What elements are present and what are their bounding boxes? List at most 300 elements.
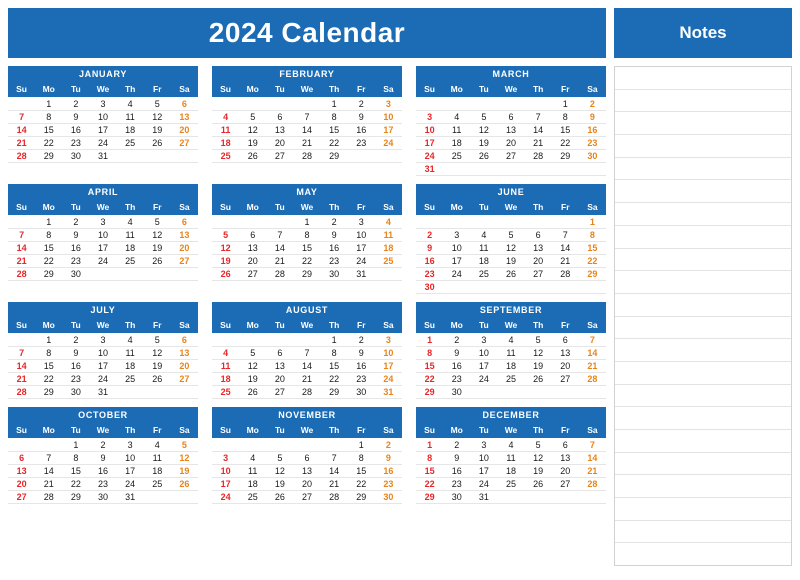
day-cell[interactable]: 7 (579, 334, 606, 347)
day-cell[interactable]: 19 (239, 373, 266, 386)
note-line[interactable] (615, 453, 791, 476)
day-cell[interactable]: 29 (321, 150, 348, 163)
day-cell[interactable]: 11 (212, 124, 239, 137)
day-cell[interactable]: 12 (497, 242, 524, 255)
day-cell[interactable]: 29 (552, 150, 579, 163)
day-cell[interactable]: 4 (144, 439, 171, 452)
day-cell[interactable]: 15 (416, 360, 443, 373)
day-cell[interactable]: 8 (579, 229, 606, 242)
day-cell[interactable]: 10 (89, 347, 116, 360)
note-line[interactable] (615, 294, 791, 317)
day-cell[interactable]: 16 (62, 242, 89, 255)
day-cell[interactable]: 21 (266, 255, 293, 268)
day-cell[interactable]: 25 (375, 255, 402, 268)
day-cell[interactable]: 23 (62, 255, 89, 268)
day-cell[interactable]: 2 (375, 439, 402, 452)
day-cell[interactable]: 1 (35, 216, 62, 229)
day-cell[interactable]: 19 (171, 465, 198, 478)
day-cell[interactable]: 7 (266, 229, 293, 242)
day-cell[interactable]: 10 (212, 465, 239, 478)
day-cell[interactable]: 7 (321, 452, 348, 465)
day-cell[interactable]: 30 (321, 268, 348, 281)
day-cell[interactable]: 28 (579, 373, 606, 386)
day-cell[interactable]: 13 (171, 229, 198, 242)
day-cell[interactable]: 9 (443, 452, 470, 465)
day-cell[interactable]: 25 (117, 137, 144, 150)
day-cell[interactable]: 6 (171, 98, 198, 111)
day-cell[interactable]: 22 (35, 137, 62, 150)
day-cell[interactable]: 14 (579, 452, 606, 465)
day-cell[interactable]: 1 (348, 439, 375, 452)
day-cell[interactable]: 30 (375, 491, 402, 504)
day-cell[interactable]: 13 (171, 347, 198, 360)
day-cell[interactable]: 9 (579, 111, 606, 124)
day-cell[interactable]: 9 (443, 347, 470, 360)
day-cell[interactable]: 7 (552, 229, 579, 242)
day-cell[interactable]: 8 (321, 347, 348, 360)
day-cell[interactable]: 27 (171, 373, 198, 386)
day-cell[interactable]: 23 (443, 373, 470, 386)
day-cell[interactable]: 20 (239, 255, 266, 268)
day-cell[interactable]: 11 (497, 347, 524, 360)
day-cell[interactable]: 12 (470, 124, 497, 137)
day-cell[interactable]: 15 (35, 360, 62, 373)
day-cell[interactable]: 21 (293, 137, 320, 150)
day-cell[interactable]: 2 (579, 98, 606, 111)
day-cell[interactable]: 31 (375, 386, 402, 399)
day-cell[interactable]: 18 (212, 137, 239, 150)
note-line[interactable] (615, 317, 791, 340)
day-cell[interactable]: 17 (89, 360, 116, 373)
day-cell[interactable]: 20 (552, 360, 579, 373)
day-cell[interactable]: 29 (416, 491, 443, 504)
day-cell[interactable]: 19 (239, 137, 266, 150)
note-line[interactable] (615, 362, 791, 385)
day-cell[interactable]: 26 (212, 268, 239, 281)
day-cell[interactable]: 2 (62, 98, 89, 111)
day-cell[interactable]: 6 (266, 347, 293, 360)
day-cell[interactable]: 14 (8, 242, 35, 255)
day-cell[interactable]: 15 (416, 465, 443, 478)
day-cell[interactable]: 4 (117, 334, 144, 347)
day-cell[interactable]: 27 (171, 255, 198, 268)
day-cell[interactable]: 3 (443, 229, 470, 242)
day-cell[interactable]: 22 (62, 478, 89, 491)
day-cell[interactable]: 27 (497, 150, 524, 163)
day-cell[interactable]: 17 (375, 360, 402, 373)
day-cell[interactable]: 31 (470, 491, 497, 504)
note-line[interactable] (615, 203, 791, 226)
day-cell[interactable]: 22 (321, 373, 348, 386)
day-cell[interactable]: 2 (348, 334, 375, 347)
day-cell[interactable]: 30 (443, 386, 470, 399)
day-cell[interactable]: 26 (144, 373, 171, 386)
day-cell[interactable]: 8 (416, 452, 443, 465)
day-cell[interactable]: 2 (62, 334, 89, 347)
day-cell[interactable]: 5 (144, 98, 171, 111)
day-cell[interactable]: 5 (171, 439, 198, 452)
day-cell[interactable]: 26 (525, 373, 552, 386)
note-line[interactable] (615, 521, 791, 544)
day-cell[interactable]: 17 (375, 124, 402, 137)
day-cell[interactable]: 24 (416, 150, 443, 163)
day-cell[interactable]: 19 (470, 137, 497, 150)
day-cell[interactable]: 29 (321, 386, 348, 399)
day-cell[interactable]: 7 (8, 111, 35, 124)
day-cell[interactable]: 27 (266, 386, 293, 399)
day-cell[interactable]: 31 (117, 491, 144, 504)
day-cell[interactable]: 11 (212, 360, 239, 373)
day-cell[interactable]: 4 (212, 347, 239, 360)
day-cell[interactable]: 14 (321, 465, 348, 478)
day-cell[interactable]: 27 (552, 373, 579, 386)
day-cell[interactable]: 10 (89, 229, 116, 242)
day-cell[interactable]: 16 (443, 360, 470, 373)
day-cell[interactable]: 14 (552, 242, 579, 255)
day-cell[interactable]: 22 (293, 255, 320, 268)
day-cell[interactable]: 9 (416, 242, 443, 255)
day-cell[interactable]: 11 (497, 452, 524, 465)
day-cell[interactable]: 29 (35, 386, 62, 399)
day-cell[interactable]: 8 (321, 111, 348, 124)
day-cell[interactable]: 22 (321, 137, 348, 150)
day-cell[interactable]: 20 (293, 478, 320, 491)
day-cell[interactable]: 1 (321, 98, 348, 111)
day-cell[interactable]: 14 (525, 124, 552, 137)
day-cell[interactable]: 4 (375, 216, 402, 229)
day-cell[interactable]: 2 (348, 98, 375, 111)
day-cell[interactable]: 7 (293, 347, 320, 360)
day-cell[interactable]: 13 (552, 452, 579, 465)
day-cell[interactable]: 6 (266, 111, 293, 124)
day-cell[interactable]: 21 (321, 478, 348, 491)
day-cell[interactable]: 4 (117, 216, 144, 229)
day-cell[interactable]: 21 (8, 373, 35, 386)
day-cell[interactable]: 23 (348, 373, 375, 386)
day-cell[interactable]: 23 (321, 255, 348, 268)
day-cell[interactable]: 16 (89, 465, 116, 478)
day-cell[interactable]: 27 (266, 150, 293, 163)
day-cell[interactable]: 15 (579, 242, 606, 255)
day-cell[interactable]: 6 (552, 439, 579, 452)
day-cell[interactable]: 27 (171, 137, 198, 150)
day-cell[interactable]: 18 (497, 360, 524, 373)
day-cell[interactable]: 14 (8, 124, 35, 137)
day-cell[interactable]: 10 (443, 242, 470, 255)
day-cell[interactable]: 21 (35, 478, 62, 491)
day-cell[interactable]: 5 (470, 111, 497, 124)
day-cell[interactable]: 29 (35, 268, 62, 281)
day-cell[interactable]: 20 (552, 465, 579, 478)
day-cell[interactable]: 25 (239, 491, 266, 504)
day-cell[interactable]: 20 (171, 360, 198, 373)
day-cell[interactable]: 21 (552, 255, 579, 268)
note-line[interactable] (615, 407, 791, 430)
day-cell[interactable]: 28 (525, 150, 552, 163)
day-cell[interactable]: 2 (416, 229, 443, 242)
day-cell[interactable]: 19 (266, 478, 293, 491)
day-cell[interactable]: 28 (293, 386, 320, 399)
day-cell[interactable]: 9 (62, 229, 89, 242)
day-cell[interactable]: 20 (171, 124, 198, 137)
day-cell[interactable]: 5 (144, 334, 171, 347)
day-cell[interactable]: 14 (35, 465, 62, 478)
day-cell[interactable]: 25 (497, 373, 524, 386)
day-cell[interactable]: 5 (212, 229, 239, 242)
day-cell[interactable]: 6 (293, 452, 320, 465)
day-cell[interactable]: 28 (552, 268, 579, 281)
day-cell[interactable]: 18 (375, 242, 402, 255)
day-cell[interactable]: 30 (443, 491, 470, 504)
day-cell[interactable]: 5 (525, 439, 552, 452)
day-cell[interactable]: 25 (144, 478, 171, 491)
day-cell[interactable]: 22 (552, 137, 579, 150)
day-cell[interactable]: 24 (89, 137, 116, 150)
day-cell[interactable]: 13 (293, 465, 320, 478)
day-cell[interactable]: 3 (470, 334, 497, 347)
day-cell[interactable]: 23 (375, 478, 402, 491)
day-cell[interactable]: 6 (8, 452, 35, 465)
day-cell[interactable]: 21 (579, 360, 606, 373)
day-cell[interactable]: 17 (117, 465, 144, 478)
day-cell[interactable]: 10 (375, 347, 402, 360)
day-cell[interactable]: 30 (416, 281, 443, 294)
day-cell[interactable]: 12 (212, 242, 239, 255)
day-cell[interactable]: 9 (62, 347, 89, 360)
day-cell[interactable]: 3 (348, 216, 375, 229)
note-line[interactable] (615, 226, 791, 249)
day-cell[interactable]: 2 (89, 439, 116, 452)
day-cell[interactable]: 15 (552, 124, 579, 137)
day-cell[interactable]: 23 (62, 373, 89, 386)
day-cell[interactable]: 20 (525, 255, 552, 268)
day-cell[interactable]: 8 (35, 111, 62, 124)
day-cell[interactable]: 28 (579, 478, 606, 491)
day-cell[interactable]: 29 (348, 491, 375, 504)
day-cell[interactable]: 16 (375, 465, 402, 478)
day-cell[interactable]: 23 (579, 137, 606, 150)
day-cell[interactable]: 28 (8, 268, 35, 281)
day-cell[interactable]: 22 (35, 373, 62, 386)
day-cell[interactable]: 14 (266, 242, 293, 255)
day-cell[interactable]: 17 (416, 137, 443, 150)
note-line[interactable] (615, 249, 791, 272)
day-cell[interactable]: 12 (266, 465, 293, 478)
day-cell[interactable]: 8 (348, 452, 375, 465)
day-cell[interactable]: 14 (579, 347, 606, 360)
day-cell[interactable]: 30 (348, 386, 375, 399)
day-cell[interactable]: 27 (293, 491, 320, 504)
day-cell[interactable]: 22 (348, 478, 375, 491)
day-cell[interactable]: 9 (321, 229, 348, 242)
day-cell[interactable]: 4 (239, 452, 266, 465)
day-cell[interactable]: 14 (8, 360, 35, 373)
day-cell[interactable]: 10 (416, 124, 443, 137)
day-cell[interactable]: 31 (416, 163, 443, 176)
day-cell[interactable]: 22 (579, 255, 606, 268)
day-cell[interactable]: 1 (579, 216, 606, 229)
day-cell[interactable]: 27 (525, 268, 552, 281)
day-cell[interactable]: 8 (35, 347, 62, 360)
day-cell[interactable]: 4 (497, 334, 524, 347)
day-cell[interactable]: 23 (89, 478, 116, 491)
day-cell[interactable]: 26 (497, 268, 524, 281)
day-cell[interactable]: 23 (443, 478, 470, 491)
day-cell[interactable]: 12 (239, 360, 266, 373)
day-cell[interactable]: 23 (416, 268, 443, 281)
day-cell[interactable]: 30 (62, 150, 89, 163)
day-cell[interactable]: 9 (89, 452, 116, 465)
day-cell[interactable]: 13 (239, 242, 266, 255)
day-cell[interactable]: 8 (416, 347, 443, 360)
note-line[interactable] (615, 475, 791, 498)
day-cell[interactable]: 26 (144, 255, 171, 268)
day-cell[interactable]: 29 (35, 150, 62, 163)
day-cell[interactable]: 13 (266, 124, 293, 137)
note-line[interactable] (615, 67, 791, 90)
day-cell[interactable]: 1 (62, 439, 89, 452)
day-cell[interactable]: 1 (293, 216, 320, 229)
day-cell[interactable]: 5 (266, 452, 293, 465)
day-cell[interactable]: 1 (416, 334, 443, 347)
day-cell[interactable]: 15 (321, 360, 348, 373)
day-cell[interactable]: 5 (525, 334, 552, 347)
day-cell[interactable]: 7 (293, 111, 320, 124)
day-cell[interactable]: 26 (171, 478, 198, 491)
day-cell[interactable]: 19 (525, 465, 552, 478)
day-cell[interactable]: 24 (470, 478, 497, 491)
day-cell[interactable]: 6 (497, 111, 524, 124)
day-cell[interactable]: 20 (266, 137, 293, 150)
day-cell[interactable]: 5 (239, 111, 266, 124)
day-cell[interactable]: 25 (212, 150, 239, 163)
day-cell[interactable]: 23 (62, 137, 89, 150)
day-cell[interactable]: 28 (8, 150, 35, 163)
day-cell[interactable]: 11 (470, 242, 497, 255)
day-cell[interactable]: 28 (321, 491, 348, 504)
day-cell[interactable]: 11 (239, 465, 266, 478)
day-cell[interactable]: 20 (266, 373, 293, 386)
day-cell[interactable]: 4 (117, 98, 144, 111)
day-cell[interactable]: 18 (239, 478, 266, 491)
day-cell[interactable]: 10 (470, 347, 497, 360)
day-cell[interactable]: 15 (293, 242, 320, 255)
day-cell[interactable]: 16 (348, 360, 375, 373)
day-cell[interactable]: 20 (497, 137, 524, 150)
day-cell[interactable]: 1 (35, 334, 62, 347)
day-cell[interactable]: 10 (89, 111, 116, 124)
day-cell[interactable]: 20 (8, 478, 35, 491)
day-cell[interactable]: 4 (212, 111, 239, 124)
day-cell[interactable]: 17 (212, 478, 239, 491)
day-cell[interactable]: 19 (144, 242, 171, 255)
day-cell[interactable]: 30 (62, 386, 89, 399)
day-cell[interactable]: 11 (375, 229, 402, 242)
day-cell[interactable]: 17 (470, 360, 497, 373)
day-cell[interactable]: 9 (348, 347, 375, 360)
notes-lines-area[interactable] (614, 66, 792, 566)
day-cell[interactable]: 7 (8, 229, 35, 242)
note-line[interactable] (615, 498, 791, 521)
day-cell[interactable]: 10 (375, 111, 402, 124)
day-cell[interactable]: 16 (62, 360, 89, 373)
day-cell[interactable]: 3 (416, 111, 443, 124)
note-line[interactable] (615, 90, 791, 113)
day-cell[interactable]: 26 (525, 478, 552, 491)
note-line[interactable] (615, 180, 791, 203)
day-cell[interactable]: 26 (239, 150, 266, 163)
day-cell[interactable]: 16 (443, 465, 470, 478)
day-cell[interactable]: 13 (497, 124, 524, 137)
day-cell[interactable]: 21 (525, 137, 552, 150)
day-cell[interactable]: 6 (171, 216, 198, 229)
day-cell[interactable]: 28 (8, 386, 35, 399)
day-cell[interactable]: 7 (35, 452, 62, 465)
day-cell[interactable]: 17 (89, 242, 116, 255)
day-cell[interactable]: 24 (375, 373, 402, 386)
day-cell[interactable]: 17 (89, 124, 116, 137)
day-cell[interactable]: 26 (144, 137, 171, 150)
day-cell[interactable]: 4 (470, 229, 497, 242)
day-cell[interactable]: 3 (470, 439, 497, 452)
day-cell[interactable]: 21 (293, 373, 320, 386)
day-cell[interactable]: 18 (212, 373, 239, 386)
day-cell[interactable]: 6 (525, 229, 552, 242)
day-cell[interactable]: 22 (416, 478, 443, 491)
day-cell[interactable]: 31 (89, 386, 116, 399)
day-cell[interactable]: 9 (62, 111, 89, 124)
day-cell[interactable]: 19 (497, 255, 524, 268)
day-cell[interactable]: 18 (144, 465, 171, 478)
day-cell[interactable]: 30 (579, 150, 606, 163)
day-cell[interactable]: 16 (416, 255, 443, 268)
day-cell[interactable]: 2 (62, 216, 89, 229)
day-cell[interactable]: 13 (8, 465, 35, 478)
day-cell[interactable]: 7 (525, 111, 552, 124)
day-cell[interactable]: 2 (443, 334, 470, 347)
day-cell[interactable]: 15 (62, 465, 89, 478)
day-cell[interactable]: 25 (497, 478, 524, 491)
day-cell[interactable]: 31 (89, 150, 116, 163)
day-cell[interactable]: 8 (293, 229, 320, 242)
day-cell[interactable]: 3 (375, 98, 402, 111)
day-cell[interactable]: 12 (239, 124, 266, 137)
day-cell[interactable]: 12 (171, 452, 198, 465)
day-cell[interactable]: 25 (443, 150, 470, 163)
day-cell[interactable]: 10 (348, 229, 375, 242)
day-cell[interactable]: 11 (117, 111, 144, 124)
day-cell[interactable]: 4 (443, 111, 470, 124)
day-cell[interactable]: 17 (443, 255, 470, 268)
day-cell[interactable]: 24 (470, 373, 497, 386)
note-line[interactable] (615, 430, 791, 453)
day-cell[interactable]: 24 (212, 491, 239, 504)
day-cell[interactable]: 3 (89, 216, 116, 229)
note-line[interactable] (615, 112, 791, 135)
day-cell[interactable]: 1 (321, 334, 348, 347)
day-cell[interactable]: 30 (62, 268, 89, 281)
day-cell[interactable]: 3 (212, 452, 239, 465)
day-cell[interactable]: 14 (293, 360, 320, 373)
day-cell[interactable]: 4 (497, 439, 524, 452)
day-cell[interactable]: 14 (293, 124, 320, 137)
day-cell[interactable]: 13 (552, 347, 579, 360)
day-cell[interactable]: 13 (266, 360, 293, 373)
day-cell[interactable]: 12 (144, 229, 171, 242)
day-cell[interactable]: 19 (212, 255, 239, 268)
day-cell[interactable]: 26 (266, 491, 293, 504)
day-cell[interactable]: 10 (470, 452, 497, 465)
